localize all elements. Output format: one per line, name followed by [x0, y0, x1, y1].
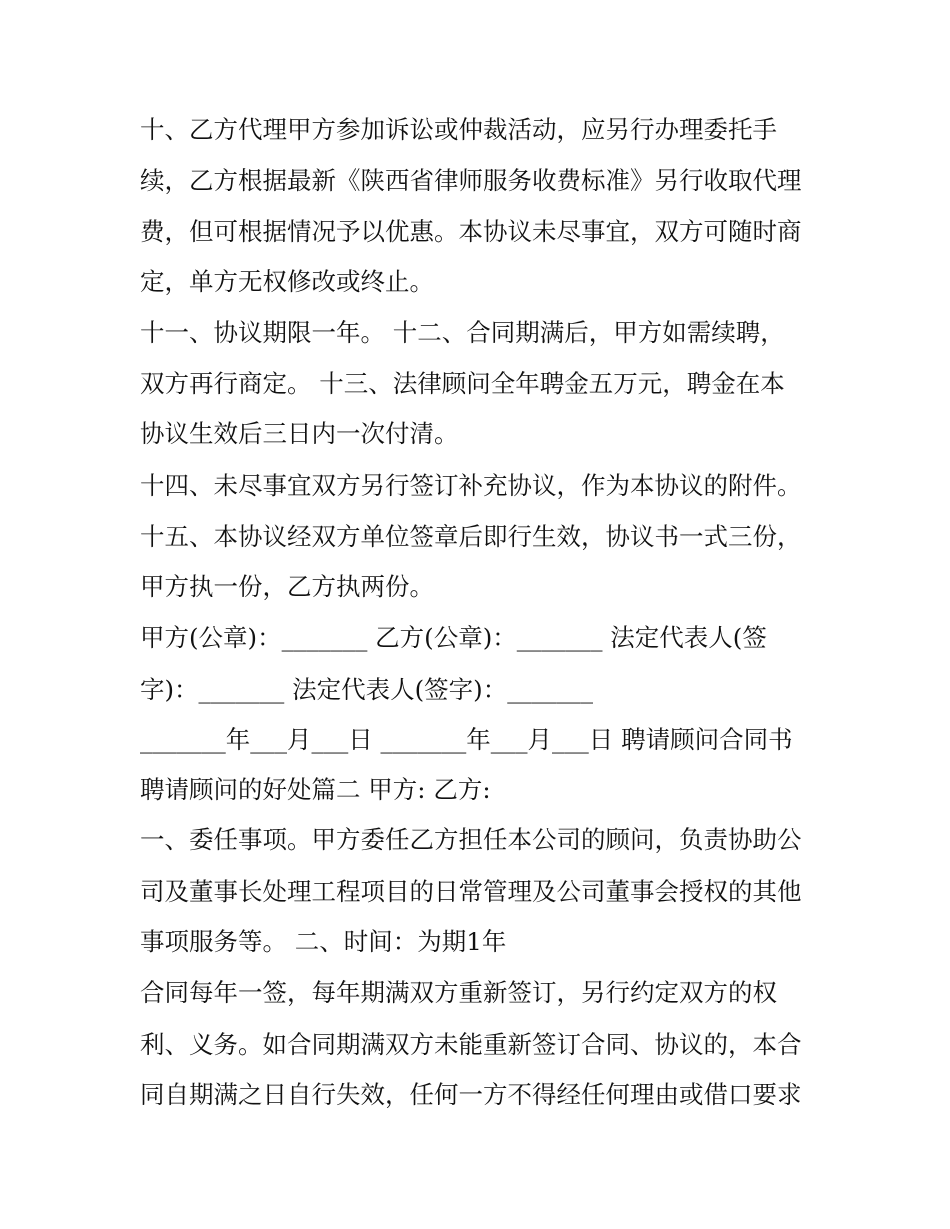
text-line: 合同每年一签，每年期满双方重新签订，另行约定双方的权	[140, 978, 777, 1007]
text-line: 同自期满之日自行失效，任何一方不得经任何理由或借口要求	[140, 1080, 802, 1109]
signature-line: 字)：_______ 法定代表人(签字)：_______	[140, 675, 593, 704]
text-line: 利、义务。如合同期满双方未能重新签订合同、协议的，本合	[140, 1030, 802, 1059]
text-line: 甲方执一份，乙方执两份。	[140, 572, 434, 601]
section-heading: 聘请顾问的好处篇二 甲方: 乙方:	[140, 775, 491, 804]
text-line: 十四、未尽事宜双方另行签订补充协议，作为本协议的附件。	[140, 471, 802, 500]
text-line: 费，但可根据情况予以优惠。本协议未尽事宜，双方可随时商	[140, 217, 802, 246]
text-line: 双方再行商定。 十三、法律顾问全年聘金五万元，聘金在本	[140, 369, 785, 398]
text-line: 十五、本协议经双方单位签章后即行生效，协议书一式三份，	[140, 522, 802, 551]
text-line: 事项服务等。 二、时间：为期1年	[140, 927, 507, 956]
text-line: 司及董事长处理工程项目的日常管理及公司董事会授权的其他	[140, 877, 802, 906]
text-line: 续，乙方根据最新《陕西省律师服务收费标准》另行收取代理	[140, 166, 802, 195]
text-line: 定，单方无权修改或终止。	[140, 267, 434, 296]
text-line: 协议生效后三日内一次付清。	[140, 419, 459, 448]
text-line: 十、乙方代理甲方参加诉讼或仲裁活动，应另行办理委托手	[140, 115, 777, 144]
text-line: 一、委任事项。甲方委任乙方担任本公司的顾问，负责协助公	[140, 825, 802, 854]
signature-line: 甲方(公章)：_______ 乙方(公章)：_______ 法定代表人(签	[140, 623, 767, 652]
text-line: 十一、协议期限一年。 十二、合同期满后，甲方如需续聘，	[140, 318, 785, 347]
date-line: _______年___月___日 _______年___月___日 聘请顾问合同书	[140, 725, 793, 754]
